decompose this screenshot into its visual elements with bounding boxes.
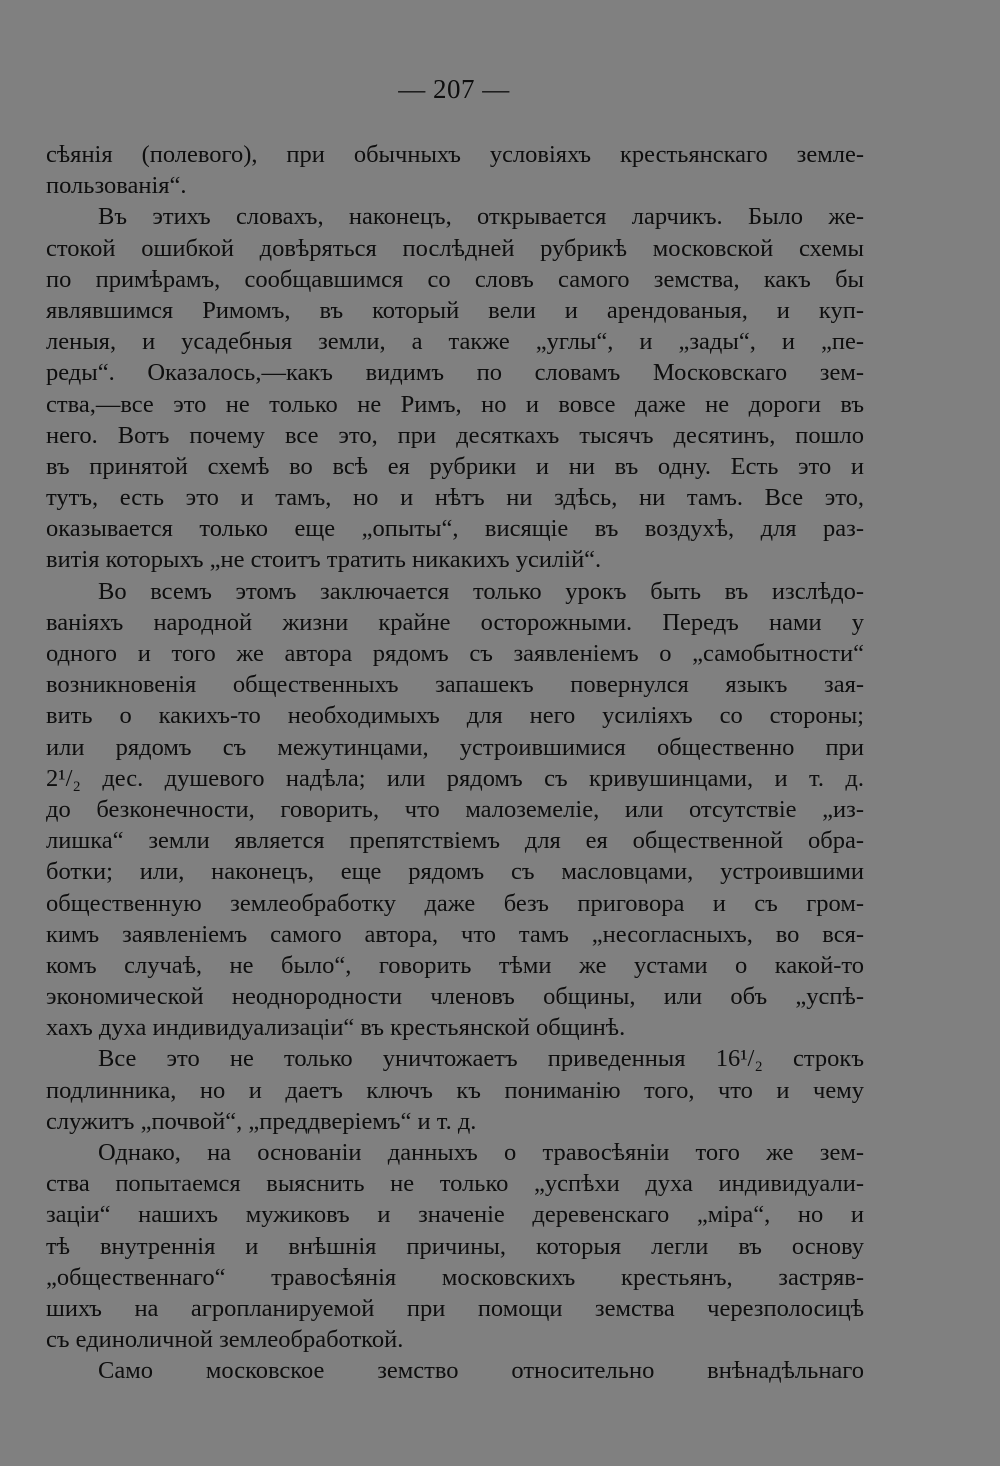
text-line: оказывается только еще „опыты“, висящіе въ воздухѣ, для раз- [46,515,864,543]
text-line: или рядомъ съ межутинцами, устроившимися общественно при [46,733,864,761]
text-line: сѣянія (полевого), при обычныхъ условіяхъ крестьянскаго земле- [46,141,864,168]
text-line: него. Вотъ почему все это, при десяткахъ тысячъ десятинъ, пошло [46,421,864,449]
body-text [46,139,864,1387]
text-line: Въ этихъ словахъ, наконецъ, открывается ларчикъ. Было же- [98,203,864,231]
text-line: съ единоличной землеобработкой. [46,1326,404,1354]
text-line: Однако, на основаніи данныхъ о травосѣяніи того же зем- [98,1139,864,1166]
text-line: общественную землеобработку даже безъ приговора и съ гром- [46,889,864,917]
text-line: „общественнаго“ травосѣянія московскихъ крестьянъ, застряв- [46,1263,864,1291]
text-line: вить о какихъ-то необходимыхъ для него усиліяхъ со стороны; [46,702,864,730]
text-line: кимъ заявленіемъ самого автора, что тамъ „несогласныхъ, во вся- [46,920,864,948]
text-line: ства,—все это не только не Римъ, но и вовсе даже не дороги въ [46,390,864,418]
text-line: заціи“ нашихъ мужиковъ и значеніе деревенскаго „міра“, но и [46,1201,864,1229]
text-line: Само московское земство относительно внѣнадѣльнаго [98,1357,864,1385]
text-line: комъ случаѣ, не было“, говорить тѣми же устами о какой-то [46,951,864,979]
text-line: шихъ на агропланируемой при помощи земства черезполосицѣ [46,1294,864,1322]
text-line: стокой ошибкой довѣряться послѣдней рубрикѣ московской схемы [46,234,864,262]
text-line: пользованія“. [46,172,187,200]
text-line: ботки; или, наконецъ, еще рядомъ съ масловцами, устроившими [46,858,864,886]
text-line: 2¹/₂ дес. душевого надѣла; или рядомъ съ кривушинцами, и т. д. [46,764,864,792]
text-line: служитъ „почвой“, „преддверіемъ“ и т. д. [46,1107,477,1135]
text-line: лишка“ земли является препятствіемъ для ея общественной обра- [46,827,864,855]
text-line: Во всемъ этомъ заключается только урокъ быть въ изслѣдо- [98,577,864,605]
text-line: витія которыхъ „не стоитъ тратить никакихъ усилій“. [46,546,602,574]
text-line: по примѣрамъ, сообщавшимся со словъ самого земства, какъ бы [46,265,864,293]
text-line: леныя, и усадебныя земли, а также „углы“, и „зады“, и „пе- [46,328,864,356]
text-line: возникновенія общественныхъ запашекъ повернулся языкъ зая- [46,671,864,699]
text-line: являвшимся Римомъ, въ который вели и арендованыя, и куп- [46,296,864,324]
text-line: одного и того же автора рядомъ съ заявленіемъ о „самобытности“ [46,640,864,667]
text-line: подлинника, но и даетъ ключъ къ пониманію того, что и чему [46,1076,864,1104]
text-line: реды“. Оказалось,—какъ видимъ по словамъ Московскаго зем- [46,359,864,387]
text-line: экономической неоднородности членовъ общины, или объ „успѣ- [46,983,864,1011]
text-line: до безконечности, говорить, что малоземеліе, или отсутствіе „из- [46,795,864,823]
text-line: Все это не только уничтожаетъ приведенныя 16¹/₂ строкъ [98,1045,864,1073]
text-line: въ принятой схемѣ во всѣ ея рубрики и ни въ одну. Есть это и [46,452,864,480]
text-line: ваніяхъ народной жизни крайне осторожными. Передъ нами у [46,608,864,636]
text-line: тутъ, есть это и тамъ, но и нѣтъ ни здѣсь, ни тамъ. Все это, [46,484,864,512]
text-line: ства попытаемся выяснить не только „успѣхи духа индивидуали- [46,1170,864,1198]
page-number: — 207 — [398,74,510,104]
text-line: хахъ духа индивидуализаціи“ въ крестьянской общинѣ. [46,1014,626,1042]
text-line: тѣ внутреннія и внѣшнія причины, которыя легли въ основу [46,1232,864,1260]
